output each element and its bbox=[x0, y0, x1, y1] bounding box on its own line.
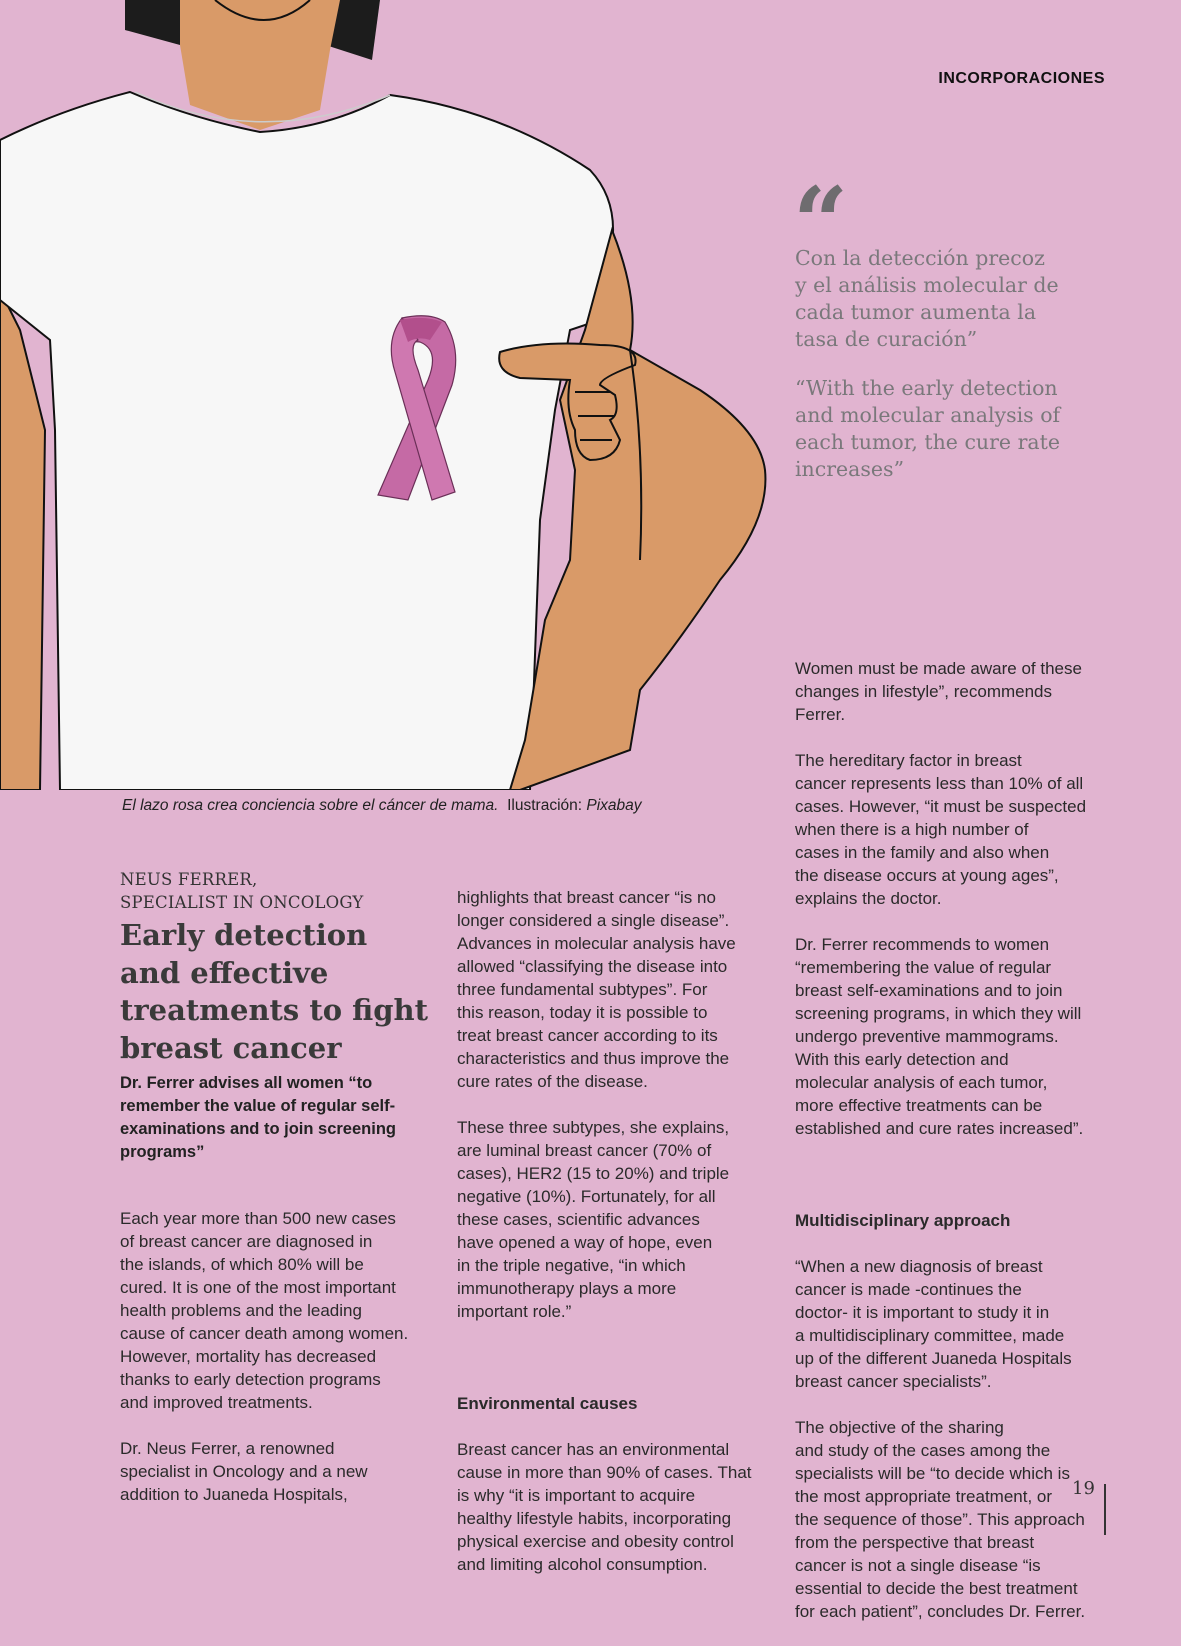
paragraph: highlights that breast cancer “is no longer considered a single disease”. Advances in molecular analysis have allowed “classifying the disease into three fundamental subtypes”. For this reason, today it is possible to treat breast cancer according to its characteristics and thus improve the cure rates of the disease. bbox=[457, 888, 736, 1091]
quote-mark-icon: “ bbox=[793, 166, 849, 279]
paragraph: Each year more than 500 new cases of breast cancer are diagnosed in the islands, of which 80% will be cured. It is one of the most important health problems and the leading cause of cancer death among women. However, mortality has decreased thanks to early detection programs and improved treatments. bbox=[120, 1209, 409, 1412]
pull-quote-english: “With the early detection and molecular analysis of each tumor, the cure rate increases” bbox=[795, 376, 1061, 481]
paragraph: The hereditary factor in breast cancer represents less than 10% of all cases. However, “it must be suspected when there is a high number of cases in the family and also when the disease occurs at young ages”, explains the doctor. bbox=[795, 751, 1087, 908]
pink-ribbon-illustration bbox=[0, 0, 790, 790]
credit-label: Ilustración: bbox=[507, 797, 583, 814]
deck: Dr. Ferrer advises all women “to remember the value of regular self- examinations and to join screening programs” bbox=[120, 1074, 396, 1161]
paragraph: The objective of the sharing and study of the cases among the specialists will be “to decide which is the most appropriate treatment, or the sequence of those”. This approach from the perspective that breast cancer is not a single disease “is essential to decide the best treatment for each patient”, concludes Dr. Ferrer. bbox=[795, 1418, 1086, 1621]
column-1 bbox=[120, 1184, 440, 1529]
page-number: 19 bbox=[1072, 1478, 1095, 1499]
column-3 bbox=[795, 634, 1115, 1646]
caption-text: El lazo rosa crea conciencia sobre el cáncer de mama. bbox=[122, 797, 499, 814]
subheading: Environmental causes bbox=[457, 1394, 638, 1413]
credit-source: Pixabay bbox=[586, 797, 642, 814]
paragraph: Dr. Ferrer recommends to women “remembering the value of regular breast self-examinations and to join screening programs, in which they will undergo preventive mammograms. With this early detection and molecular analysis of each tumor, more effective treatments can be established and cure rates increased”. bbox=[795, 935, 1084, 1138]
paragraph: Women must be made aware of these changes in lifestyle”, recommends Ferrer. bbox=[795, 659, 1082, 724]
paragraph: These three subtypes, she explains, are luminal breast cancer (70% of cases), HER2 (15 to 20%) and triple negative (10%). Fortunately, for all these cases, scientific advances have opened a way of hope, even in the triple negative, “in which immunotherapy plays a more important role.” bbox=[457, 1118, 730, 1321]
subheading: Multidisciplinary approach bbox=[795, 1211, 1011, 1230]
pull-quote-spanish: Con la detección precoz y el análisis molecular de cada tumor aumenta la tasa de curación” bbox=[795, 246, 1059, 351]
page-divider bbox=[1104, 1484, 1106, 1535]
section-label: INCORPORACIONES bbox=[938, 70, 1105, 87]
paragraph: “When a new diagnosis of breast cancer is made -continues the doctor- it is important to study it in a multidisciplinary committee, made up of the different Juaneda Hospitals breast cancer specialists”. bbox=[795, 1257, 1072, 1391]
column-2 bbox=[457, 863, 777, 1599]
paragraph: Dr. Neus Ferrer, a renowned specialist in Oncology and a new addition to Juaneda Hospitals, bbox=[120, 1439, 368, 1504]
byline: NEUS FERRER, SPECIALIST IN ONCOLOGY bbox=[120, 870, 364, 912]
paragraph: Breast cancer has an environmental cause in more than 90% of cases. That is why “it is important to acquire healthy lifestyle habits, incorporating physical exercise and obesity control and limiting alcohol consumption. bbox=[457, 1440, 752, 1574]
headline: Early detection and effective treatments to fight breast cancer bbox=[120, 918, 429, 1065]
image-caption bbox=[122, 797, 642, 815]
